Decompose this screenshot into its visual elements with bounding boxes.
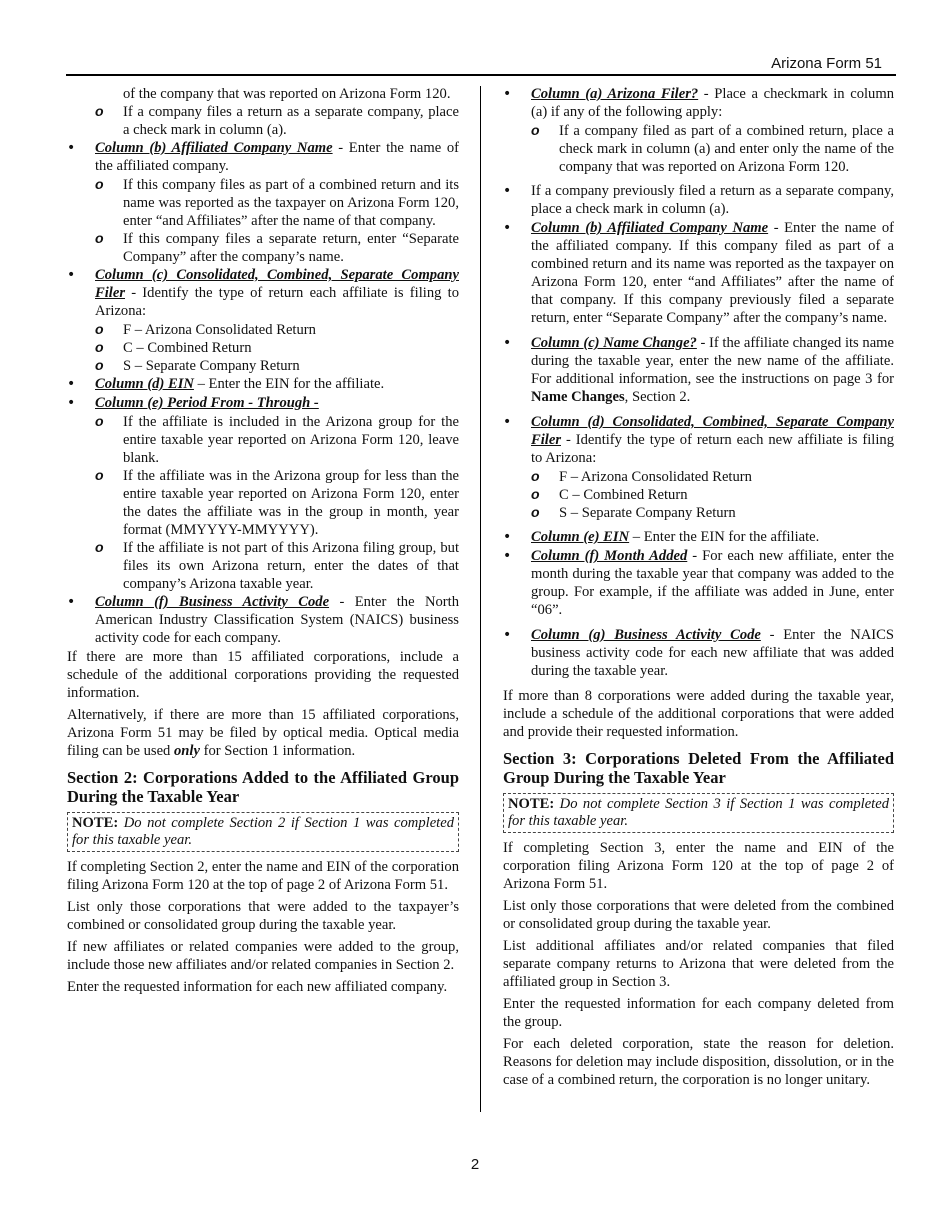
option-s: o S – Separate Company Return xyxy=(95,357,459,375)
right-column xyxy=(503,85,894,1093)
option-s: o S – Separate Company Return xyxy=(531,504,894,522)
continued-sub-text: of the company that was reported on Arizona Form 120. xyxy=(123,86,451,102)
sub-bullet: o If the affiliate is not part of this Arizona filing group, but files its own Arizona return, enter the dates of that company’s Arizona taxable year. xyxy=(95,539,459,593)
option-f: o F – Arizona Consolidated Return xyxy=(95,321,459,339)
paragraph: If more than 8 corporations were added during the taxable year, include a schedule of the additional corporations that were added and provide their requested information. xyxy=(503,688,894,740)
bullet-column-a xyxy=(503,85,894,121)
sub-bullet: o If a company files a return as a separate company, place a check mark in column (a). xyxy=(95,103,459,139)
column-b-title: Column (b) Affiliated Company Name xyxy=(531,220,769,236)
section-2-heading: Section 2: Corporations Added to the Affiliated Group During the Taxable Year xyxy=(67,768,459,806)
column-f-text: - Enter the North American Industry Classification System (NAICS) business activity code for each company. xyxy=(95,594,459,646)
column-e-title: Column (e) EIN xyxy=(531,529,630,545)
paragraph: For each deleted corporation, state the reason for deletion. Reasons for deletion may include disposition, dissolution, or in the case of a combined return, the corporation is no longer unitary. xyxy=(503,1036,894,1088)
bullet-column-e xyxy=(503,528,894,546)
bullet-column-d xyxy=(67,375,459,393)
form-title: Arizona Form 51 xyxy=(771,55,882,72)
sub-bullet: o If the affiliate was in the Arizona group for less than the entire taxable year reported on Arizona Form 120, enter the dates the affiliate was in the group in month, year format (MMYYYY-MMYYYY). xyxy=(95,467,459,539)
section-2-note: NOTE: Do not complete Section 2 if Section 1 was completed for this taxable year. xyxy=(67,812,459,852)
column-b-text: - Enter the name of the affiliated company. xyxy=(95,140,460,174)
column-c-text: - Identify the type of return each affiliate is filing to Arizona: xyxy=(95,285,459,319)
bullet-column-f xyxy=(503,547,894,619)
column-f-text: - For each new affiliate, enter the month during the taxable year that company was added to the group. For example, if the affiliate was added in June, enter “06”. xyxy=(531,548,894,618)
column-c-title: Column (c) Consolidated, Combined, Separate Company Filer xyxy=(95,267,459,301)
column-f-title: Column (f) Month Added xyxy=(531,548,688,564)
column-g-title: Column (g) Business Activity Code xyxy=(531,627,761,643)
column-a-text: - Place a checkmark in column (a) if any of the following apply: xyxy=(531,86,894,120)
bullet-column-d xyxy=(503,413,894,467)
bullet-prev-separate: • If a company previously filed a return as a separate company, place a check mark in column (a). xyxy=(503,182,894,218)
paragraph: Enter the requested information for each new affiliated company. xyxy=(67,979,448,995)
header-rule xyxy=(66,74,896,76)
column-a-title: Column (a) Arizona Filer? xyxy=(531,86,699,102)
option-f: o F – Arizona Consolidated Return xyxy=(531,468,894,486)
column-b-text: - Enter the name of the affiliated company. If this company filed as part of a combined return and its name was reported as the taxpayer on Arizona Form 120, enter “and Affiliates” after the name of that company. If this company previously filed a separate return, enter “Separate Company” after the company’s name. xyxy=(531,220,895,326)
section-3-note: NOTE: Do not complete Section 3 if Section 1 was completed for this taxable year. xyxy=(503,793,894,833)
sub-bullet: o If this company files as part of a combined return and its name was reported as the taxpayer on Arizona Form 120, enter “and Affiliates” after the name of that company. xyxy=(95,176,459,230)
sub-bullet: o If the affiliate is included in the Arizona group for the entire taxable year reported on Arizona Form 120, leave blank. xyxy=(95,413,459,467)
paragraph: If completing Section 2, enter the name and EIN of the corporation filing Arizona Form 120 at the top of page 2 of Arizona Form 51. xyxy=(67,859,459,893)
column-c-title: Column (c) Name Change? xyxy=(531,335,697,351)
bullet-column-g xyxy=(503,626,894,680)
column-e-title: Column (e) Period From - Through - xyxy=(95,395,319,411)
paragraph: If there are more than 15 affiliated corporations, include a schedule of the additional corporations providing the requested information. xyxy=(67,649,459,701)
column-divider xyxy=(480,86,481,1112)
option-c: o C – Combined Return xyxy=(531,486,894,504)
column-f-title: Column (f) Business Activity Code xyxy=(95,594,330,610)
bullet-column-f xyxy=(67,593,459,647)
paragraph: If new affiliates or related companies were added to the group, include those new affiliates and/or related companies in Section 2. xyxy=(67,939,459,973)
column-g-text: - Enter the NAICS business activity code for each new affiliate that was added during the taxable year. xyxy=(531,627,894,679)
option-c: o C – Combined Return xyxy=(95,339,459,357)
paragraph: If completing Section 3, enter the name and EIN of the corporation filing Arizona Form 120 at the top of page 2 of Arizona Form 51. xyxy=(503,840,894,892)
column-d-title: Column (d) EIN xyxy=(95,376,194,392)
bullet-column-c xyxy=(67,266,459,320)
sub-bullet: o If a company filed as part of a combined return, place a check mark in column (a) and enter only the name of the company that was reported on Arizona Form 120. xyxy=(531,122,894,176)
section-3-heading: Section 3: Corporations Deleted From the Affiliated Group During the Taxable Year xyxy=(503,749,894,787)
paragraph: List only those corporations that were added to the taxpayer’s combined or consolidated group during the taxable year. xyxy=(67,899,459,933)
bullet-column-c: • Column (c) Name Change? - If the affiliate changed its name during the taxable year, enter the new name of the affiliate. For additional information, see the instructions on page 3 for Name Changes, Section 2. xyxy=(503,334,894,406)
paragraph: Alternatively, if there are more than 15 affiliated corporations, Arizona Form 51 may be filed by optical media. Optical media filing can be used only for Section 1 information. xyxy=(67,707,459,759)
column-b-title: Column (b) Affiliated Company Name xyxy=(95,140,333,156)
left-column xyxy=(67,85,459,1000)
column-e-text: – Enter the EIN for the affiliate. xyxy=(629,529,820,545)
column-d-text: – Enter the EIN for the affiliate. xyxy=(193,376,385,392)
bullet-column-b xyxy=(67,139,459,175)
paragraph: Enter the requested information for each company deleted from the group. xyxy=(503,996,894,1030)
paragraph: List only those corporations that were deleted from the combined or consolidated group during the taxable year. xyxy=(503,898,894,932)
page-number: 2 xyxy=(470,1156,480,1173)
column-d-text: - Identify the type of return each new affiliate is filing to Arizona: xyxy=(531,432,894,466)
bullet-column-e xyxy=(67,394,459,412)
paragraph: List additional affiliates and/or related companies that filed separate company returns to Arizona that were deleted from the affiliated group in Section 3. xyxy=(503,938,894,990)
column-d-title: Column (d) Consolidated, Combined, Separate Company Filer xyxy=(531,414,894,448)
sub-bullet: o If this company files a separate return, enter “Separate Company” after the company’s name. xyxy=(95,230,459,266)
bullet-column-b xyxy=(503,219,894,327)
